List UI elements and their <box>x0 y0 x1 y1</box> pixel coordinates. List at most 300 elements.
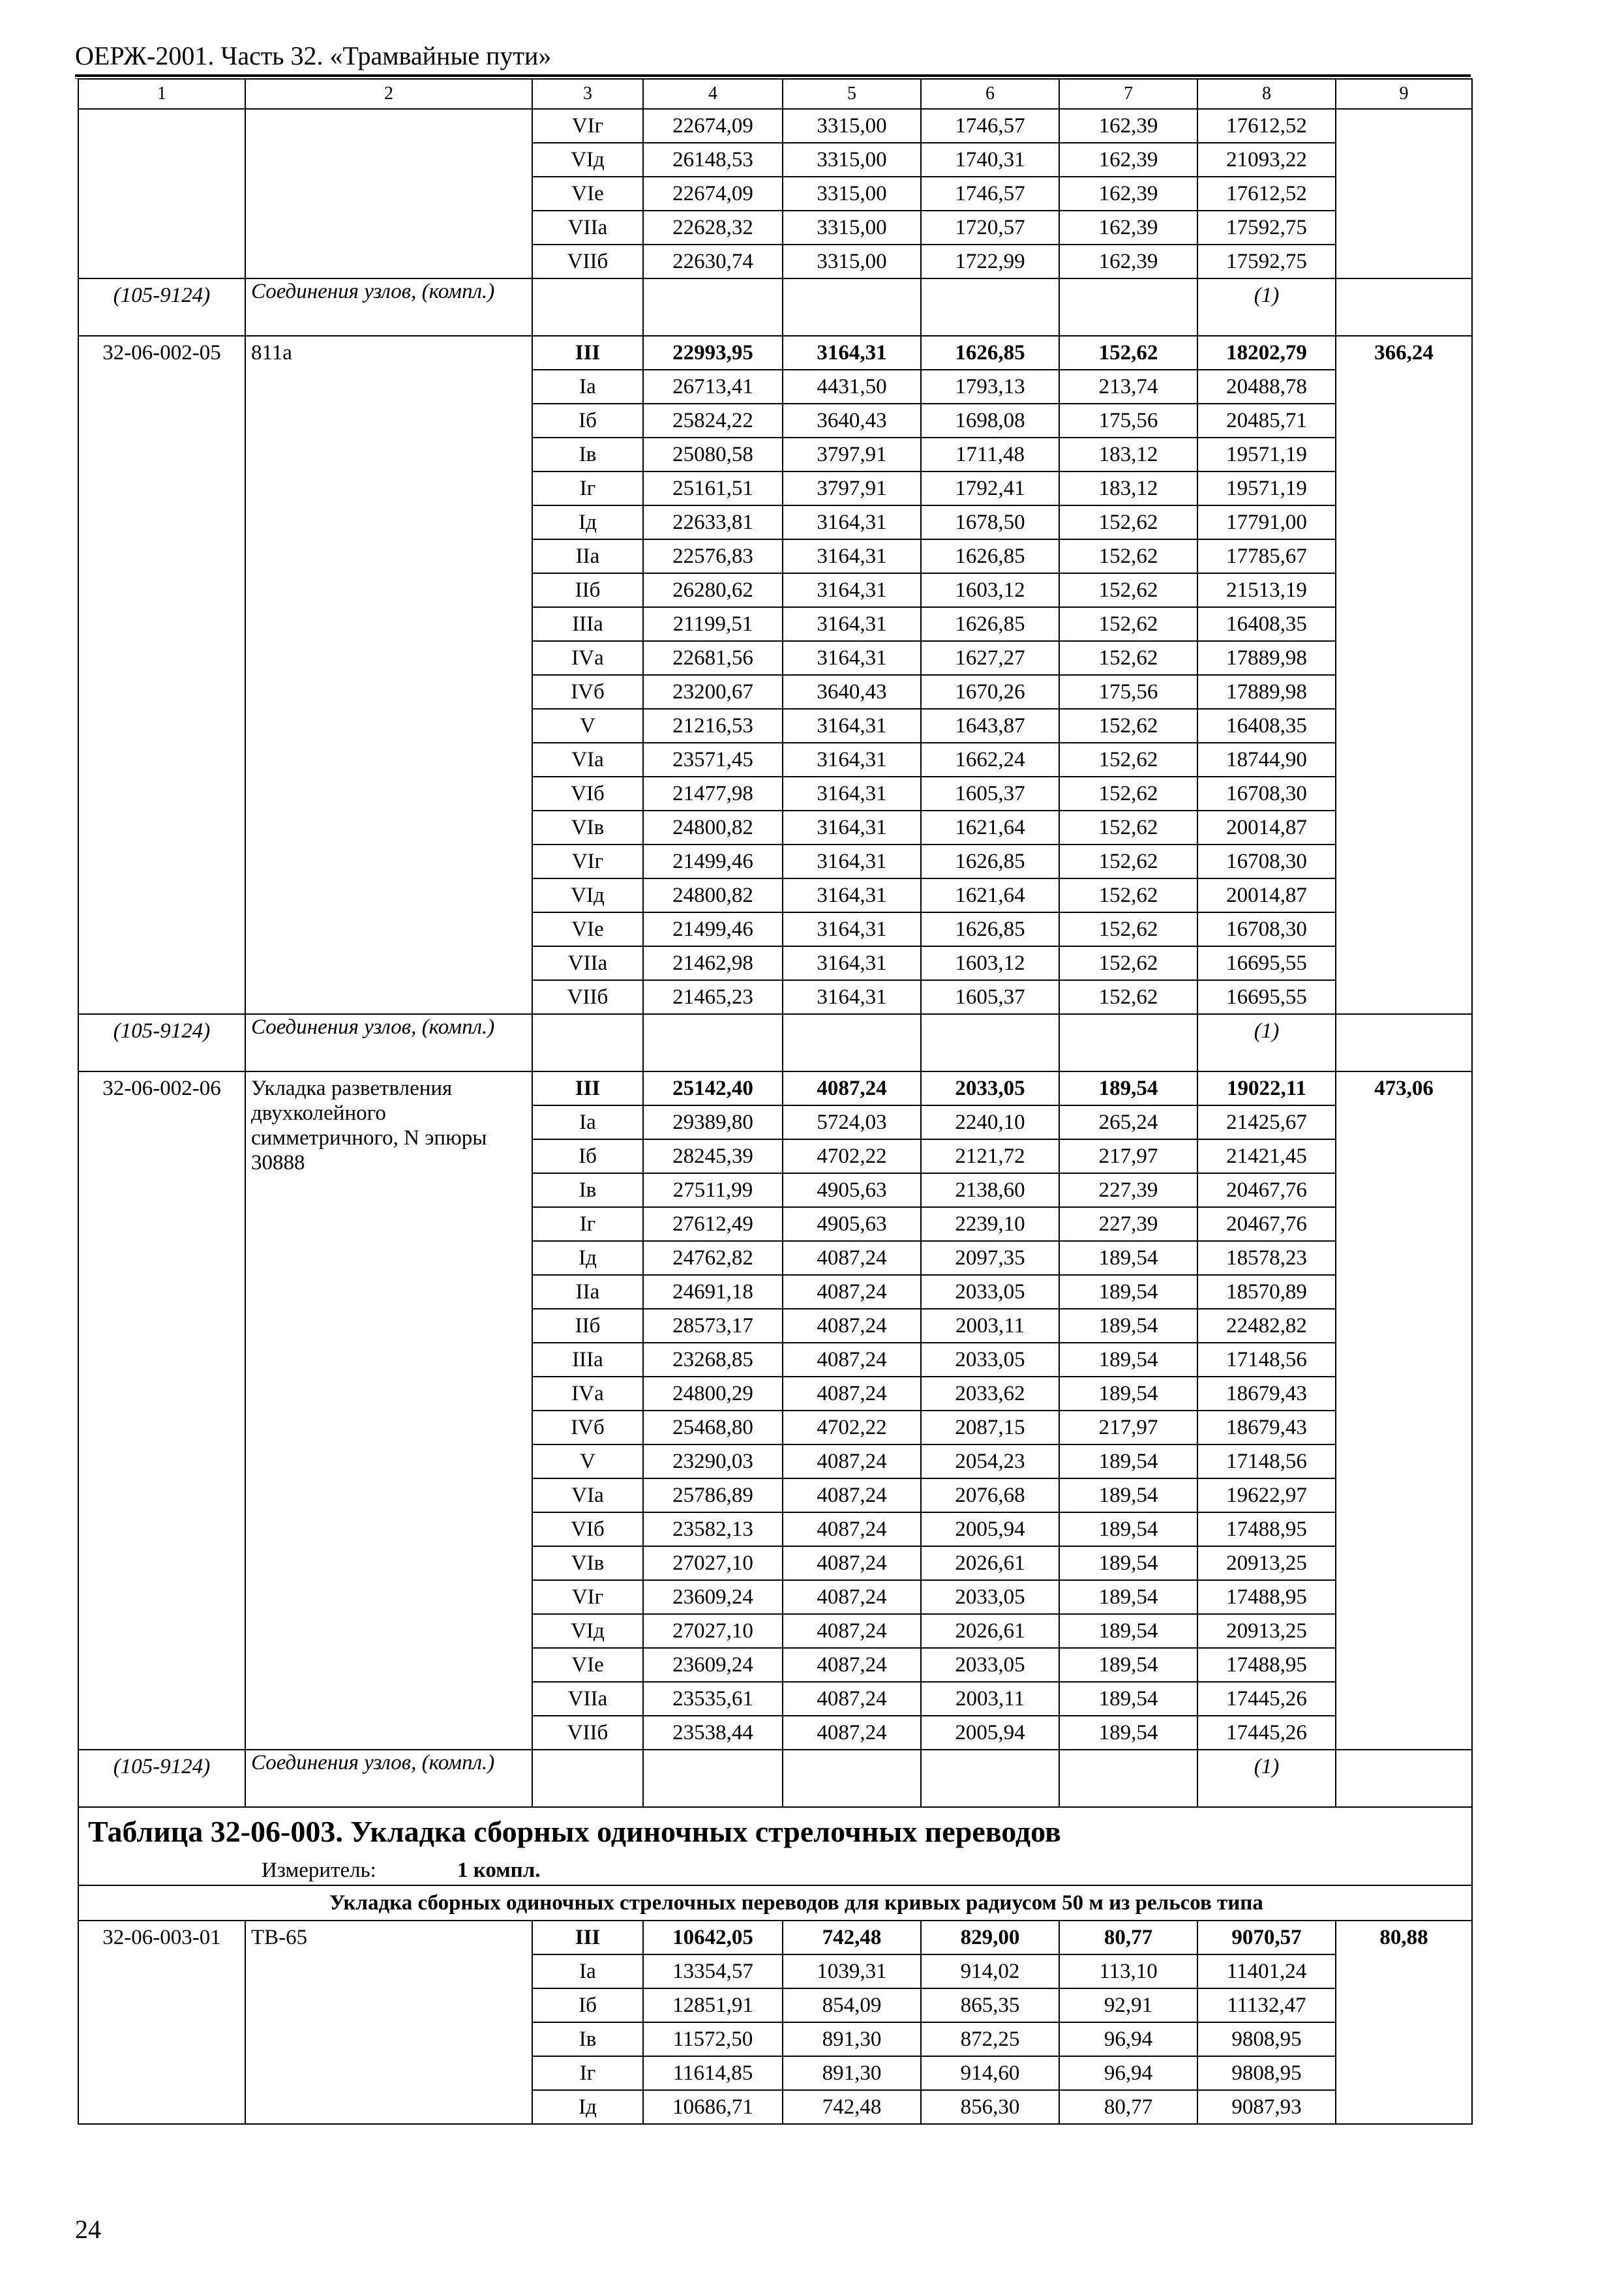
row-variant: Iд <box>532 1241 643 1275</box>
row-variant: IIб <box>532 573 643 607</box>
row-variant: IVа <box>532 1377 643 1411</box>
row-value: 16708,30 <box>1197 777 1336 811</box>
row-value: 2076,68 <box>921 1478 1059 1512</box>
row-variant: VIд <box>532 1614 643 1648</box>
row-value: 152,62 <box>1059 539 1197 573</box>
empty-cell <box>643 278 783 336</box>
row-value: 24691,18 <box>643 1275 783 1309</box>
row-value: 20913,25 <box>1197 1546 1336 1580</box>
row-value: 18570,89 <box>1197 1275 1336 1309</box>
row-value: 4087,24 <box>783 1241 921 1275</box>
group-main-row <box>78 1921 1472 1954</box>
row-value: 2005,94 <box>921 1512 1059 1546</box>
connection-label-cell <box>245 1014 532 1071</box>
row-variant: VIб <box>532 777 643 811</box>
row-value: 189,54 <box>1059 1682 1197 1716</box>
page-header-title: ОЕРЖ-2001. Часть 32. «Трамвайные пути» <box>75 41 552 70</box>
empty-cell <box>1059 1750 1197 1807</box>
meter-cell <box>78 1856 1472 1885</box>
row-value: 2033,05 <box>921 1580 1059 1614</box>
row-value: 1605,37 <box>921 777 1059 811</box>
row-value: 152,62 <box>1059 336 1197 370</box>
row-variant: VIв <box>532 1546 643 1580</box>
row-value: 23268,85 <box>643 1343 783 1377</box>
row-variant: IIб <box>532 1309 643 1343</box>
row-value: 80,77 <box>1059 1921 1197 1954</box>
row-value: 3315,00 <box>783 109 921 143</box>
row-value: 21421,45 <box>1197 1139 1336 1173</box>
row-value: 3164,31 <box>783 336 921 370</box>
row-value: 213,74 <box>1059 370 1197 404</box>
row-value: 1740,31 <box>921 143 1059 177</box>
row-value: 162,39 <box>1059 177 1197 211</box>
row-variant: VIе <box>532 912 643 946</box>
row-value: 16708,30 <box>1197 912 1336 946</box>
row-value: 2003,11 <box>921 1682 1059 1716</box>
row-variant: III <box>532 1071 643 1105</box>
row-value: 16695,55 <box>1197 980 1336 1014</box>
row-value: 17148,56 <box>1197 1444 1336 1478</box>
row-value: 16708,30 <box>1197 845 1336 878</box>
row-variant: VIг <box>532 845 643 878</box>
row-value: 12851,91 <box>643 1988 783 2022</box>
row-variant: IIIа <box>532 1343 643 1377</box>
row-value: 2054,23 <box>921 1444 1059 1478</box>
row-value: 16408,35 <box>1197 709 1336 743</box>
row-value: 3315,00 <box>783 177 921 211</box>
group-code: 32-06-002-05 <box>78 336 245 1014</box>
row-value: 21199,51 <box>643 607 783 641</box>
row-variant: IVб <box>532 675 643 709</box>
group-name: ТВ-65 <box>251 1926 308 1949</box>
row-value: 914,02 <box>921 1954 1059 1988</box>
row-value: 3164,31 <box>783 539 921 573</box>
row-value: 5724,03 <box>783 1105 921 1139</box>
row-value: 162,39 <box>1059 109 1197 143</box>
row-value: 4905,63 <box>783 1173 921 1207</box>
row-value: 17488,95 <box>1197 1580 1336 1614</box>
row-variant: Iд <box>532 505 643 539</box>
row-value: 20488,78 <box>1197 370 1336 404</box>
header-rule <box>75 74 1471 77</box>
row-value: 189,54 <box>1059 1648 1197 1682</box>
row-value: 1711,48 <box>921 438 1059 471</box>
row-value: 19622,97 <box>1197 1478 1336 1512</box>
row-value: 19571,19 <box>1197 471 1336 505</box>
row-value: 189,54 <box>1059 1309 1197 1343</box>
connection-label-cell <box>245 278 532 336</box>
row-value: 29389,80 <box>643 1105 783 1139</box>
row-value: 21216,53 <box>643 709 783 743</box>
column-number-row <box>78 79 1472 109</box>
row-variant: Iв <box>532 1173 643 1207</box>
empty-cell <box>921 278 1059 336</box>
subheading-row <box>78 1885 1472 1921</box>
row-variant: VIе <box>532 1648 643 1682</box>
empty-cell <box>532 1014 643 1071</box>
empty-cell <box>1336 109 1472 278</box>
row-variant: IVа <box>532 641 643 675</box>
row-value: 1621,64 <box>921 878 1059 912</box>
row-value: 28245,39 <box>643 1139 783 1173</box>
row-value: 27511,99 <box>643 1173 783 1207</box>
row-value: 3164,31 <box>783 573 921 607</box>
row-value: 21462,98 <box>643 946 783 980</box>
row-value: 2005,94 <box>921 1716 1059 1750</box>
connection-unit: (1) <box>1197 278 1336 336</box>
empty-cell <box>1336 278 1472 336</box>
row-value: 2033,05 <box>921 1343 1059 1377</box>
row-value: 26148,53 <box>643 143 783 177</box>
row-value: 22681,56 <box>643 641 783 675</box>
row-value: 189,54 <box>1059 1071 1197 1105</box>
row-value: 17889,98 <box>1197 641 1336 675</box>
row-value: 17445,26 <box>1197 1682 1336 1716</box>
row-value: 152,62 <box>1059 505 1197 539</box>
column-number: 4 <box>643 79 783 109</box>
empty-cell <box>1059 1014 1197 1071</box>
row-value: 189,54 <box>1059 1580 1197 1614</box>
row-value: 227,39 <box>1059 1173 1197 1207</box>
row-variant: VIа <box>532 1478 643 1512</box>
row-value: 152,62 <box>1059 811 1197 845</box>
empty-cell <box>643 1014 783 1071</box>
row-value: 3164,31 <box>783 505 921 539</box>
row-value: 3164,31 <box>783 878 921 912</box>
row-value: 26713,41 <box>643 370 783 404</box>
row-variant: Iг <box>532 471 643 505</box>
row-value: 189,54 <box>1059 1275 1197 1309</box>
row-value: 21499,46 <box>643 845 783 878</box>
row-value: 23609,24 <box>643 1580 783 1614</box>
row-value: 3164,31 <box>783 607 921 641</box>
row-value: 891,30 <box>783 2056 921 2090</box>
row-value: 3315,00 <box>783 143 921 177</box>
row-value: 891,30 <box>783 2022 921 2056</box>
row-value: 17785,67 <box>1197 539 1336 573</box>
row-variant: VIе <box>532 177 643 211</box>
row-value: 96,94 <box>1059 2022 1197 2056</box>
group-code: 32-06-002-06 <box>78 1071 245 1750</box>
row-value: 1720,57 <box>921 211 1059 245</box>
row-value: 92,91 <box>1059 1988 1197 2022</box>
row-value: 22576,83 <box>643 539 783 573</box>
row-value: 1605,37 <box>921 980 1059 1014</box>
row-value: 3797,91 <box>783 471 921 505</box>
row-value: 22674,09 <box>643 109 783 143</box>
row-value: 152,62 <box>1059 912 1197 946</box>
row-value: 2026,61 <box>921 1614 1059 1648</box>
row-value: 4905,63 <box>783 1207 921 1241</box>
row-value: 854,09 <box>783 1988 921 2022</box>
row-value: 189,54 <box>1059 1546 1197 1580</box>
row-value: 17612,52 <box>1197 177 1336 211</box>
row-value: 1626,85 <box>921 845 1059 878</box>
row-value: 4087,24 <box>783 1343 921 1377</box>
row-value: 1626,85 <box>921 912 1059 946</box>
row-value: 189,54 <box>1059 1716 1197 1750</box>
row-value: 23582,13 <box>643 1512 783 1546</box>
row-value: 25080,58 <box>643 438 783 471</box>
row-value: 3640,43 <box>783 675 921 709</box>
row-value: 189,54 <box>1059 1478 1197 1512</box>
row-value: 25142,40 <box>643 1071 783 1105</box>
row-value: 152,62 <box>1059 878 1197 912</box>
row-value: 742,48 <box>783 1921 921 1954</box>
connection-code: (105-9124) <box>78 278 245 336</box>
row-value: 183,12 <box>1059 471 1197 505</box>
row-value: 80,77 <box>1059 2090 1197 2124</box>
row-variant: III <box>532 1921 643 1954</box>
group-total: 80,88 <box>1336 1921 1472 2124</box>
row-value: 24800,82 <box>643 878 783 912</box>
column-number: 2 <box>245 79 532 109</box>
row-variant: Iг <box>532 1207 643 1241</box>
row-value: 3164,31 <box>783 641 921 675</box>
empty-cell <box>1059 278 1197 336</box>
row-value: 1626,85 <box>921 607 1059 641</box>
row-value: 217,97 <box>1059 1411 1197 1444</box>
empty-cell <box>921 1014 1059 1071</box>
row-value: 3164,31 <box>783 845 921 878</box>
row-variant: Iа <box>532 370 643 404</box>
empty-cell <box>1336 1014 1472 1071</box>
row-value: 2239,10 <box>921 1207 1059 1241</box>
row-variant: VIд <box>532 878 643 912</box>
row-value: 4087,24 <box>783 1071 921 1105</box>
row-value: 11614,85 <box>643 2056 783 2090</box>
row-value: 11132,47 <box>1197 1988 1336 2022</box>
row-value: 9808,95 <box>1197 2056 1336 2090</box>
row-value: 17889,98 <box>1197 675 1336 709</box>
column-number: 8 <box>1197 79 1336 109</box>
connection-unit: (1) <box>1197 1014 1336 1071</box>
row-value: 17592,75 <box>1197 245 1336 278</box>
row-variant: V <box>532 709 643 743</box>
row-value: 1621,64 <box>921 811 1059 845</box>
row-value: 1626,85 <box>921 539 1059 573</box>
row-value: 1722,99 <box>921 245 1059 278</box>
group-main-row <box>78 336 1472 370</box>
row-value: 4087,24 <box>783 1444 921 1478</box>
column-number: 3 <box>532 79 643 109</box>
connection-row <box>78 1014 1472 1071</box>
row-value: 17791,00 <box>1197 505 1336 539</box>
row-value: 872,25 <box>921 2022 1059 2056</box>
row-value: 19022,11 <box>1197 1071 1336 1105</box>
row-value: 24800,29 <box>643 1377 783 1411</box>
row-value: 21465,23 <box>643 980 783 1014</box>
connection-row <box>78 1750 1472 1807</box>
meter-row <box>78 1856 1472 1885</box>
row-variant: VIIб <box>532 245 643 278</box>
row-variant: Iв <box>532 438 643 471</box>
row-value: 152,62 <box>1059 709 1197 743</box>
table-row <box>78 109 1472 143</box>
empty-cell <box>783 278 921 336</box>
group-name-cell <box>245 336 532 1014</box>
row-value: 16408,35 <box>1197 607 1336 641</box>
row-value: 3315,00 <box>783 245 921 278</box>
row-value: 24800,82 <box>643 811 783 845</box>
row-value: 4087,24 <box>783 1648 921 1682</box>
connection-label: Соединения узлов, (компл.) <box>251 280 495 303</box>
connection-code: (105-9124) <box>78 1750 245 1807</box>
row-value: 175,56 <box>1059 675 1197 709</box>
row-value: 3164,31 <box>783 811 921 845</box>
row-value: 4087,24 <box>783 1716 921 1750</box>
row-value: 23535,61 <box>643 1682 783 1716</box>
row-value: 227,39 <box>1059 1207 1197 1241</box>
group-code: 32-06-003-01 <box>78 1921 245 2124</box>
row-value: 742,48 <box>783 2090 921 2124</box>
row-variant: VIIб <box>532 1716 643 1750</box>
row-value: 1039,31 <box>783 1954 921 1988</box>
row-variant: VIIб <box>532 980 643 1014</box>
row-variant: VIIа <box>532 1682 643 1716</box>
row-value: 23571,45 <box>643 743 783 777</box>
empty-cell <box>532 278 643 336</box>
row-value: 217,97 <box>1059 1139 1197 1173</box>
row-value: 1678,50 <box>921 505 1059 539</box>
row-value: 189,54 <box>1059 1614 1197 1648</box>
row-value: 4702,22 <box>783 1411 921 1444</box>
row-value: 152,62 <box>1059 573 1197 607</box>
row-value: 21477,98 <box>643 777 783 811</box>
row-value: 22674,09 <box>643 177 783 211</box>
row-value: 23538,44 <box>643 1716 783 1750</box>
row-value: 183,12 <box>1059 438 1197 471</box>
row-variant: Iа <box>532 1954 643 1988</box>
group-name: Укладка разветвления двухколейного симметричного, N эпюры 30888 <box>251 1077 487 1174</box>
row-value: 2121,72 <box>921 1139 1059 1173</box>
row-variant: VIIа <box>532 211 643 245</box>
row-value: 27027,10 <box>643 1614 783 1648</box>
row-value: 16695,55 <box>1197 946 1336 980</box>
row-variant: IIа <box>532 1275 643 1309</box>
row-value: 162,39 <box>1059 211 1197 245</box>
row-value: 1793,13 <box>921 370 1059 404</box>
row-variant: III <box>532 336 643 370</box>
row-variant: V <box>532 1444 643 1478</box>
row-value: 27612,49 <box>643 1207 783 1241</box>
subheading: Укладка сборных одиночных стрелочных переводов для кривых радиусом 50 м из рельсов типа <box>78 1885 1472 1921</box>
row-value: 865,35 <box>921 1988 1059 2022</box>
row-value: 2026,61 <box>921 1546 1059 1580</box>
row-value: 18202,79 <box>1197 336 1336 370</box>
row-value: 21513,19 <box>1197 573 1336 607</box>
row-value: 20485,71 <box>1197 404 1336 438</box>
row-value: 189,54 <box>1059 1241 1197 1275</box>
row-value: 1627,27 <box>921 641 1059 675</box>
row-value: 3164,31 <box>783 777 921 811</box>
group-code-cell <box>78 109 245 278</box>
row-value: 22628,32 <box>643 211 783 245</box>
row-value: 13354,57 <box>643 1954 783 1988</box>
row-value: 17612,52 <box>1197 109 1336 143</box>
row-value: 1626,85 <box>921 336 1059 370</box>
row-value: 152,62 <box>1059 980 1197 1014</box>
row-variant: VIг <box>532 109 643 143</box>
column-number: 9 <box>1336 79 1472 109</box>
row-variant: VIг <box>532 1580 643 1614</box>
row-value: 17592,75 <box>1197 211 1336 245</box>
row-value: 1698,08 <box>921 404 1059 438</box>
meter-value: 1 компл. <box>457 1859 541 1882</box>
row-value: 22993,95 <box>643 336 783 370</box>
table-title-row <box>78 1807 1472 1856</box>
row-value: 18744,90 <box>1197 743 1336 777</box>
row-value: 21425,67 <box>1197 1105 1336 1139</box>
row-value: 23290,03 <box>643 1444 783 1478</box>
meter-label: Измеритель: <box>262 1859 376 1882</box>
connection-label-cell <box>245 1750 532 1807</box>
row-value: 24762,82 <box>643 1241 783 1275</box>
row-value: 2097,35 <box>921 1241 1059 1275</box>
row-variant: Iб <box>532 404 643 438</box>
group-total: 473,06 <box>1336 1071 1472 1750</box>
table-title: Таблица 32-06-003. Укладка сборных одиночных стрелочных переводов <box>78 1807 1472 1856</box>
row-value: 4431,50 <box>783 370 921 404</box>
row-value: 19571,19 <box>1197 438 1336 471</box>
row-value: 4087,24 <box>783 1682 921 1716</box>
row-value: 3164,31 <box>783 709 921 743</box>
row-value: 4087,24 <box>783 1275 921 1309</box>
row-variant: VIа <box>532 743 643 777</box>
page-number: 24 <box>75 2215 101 2244</box>
row-value: 3315,00 <box>783 211 921 245</box>
row-value: 3164,31 <box>783 980 921 1014</box>
row-value: 189,54 <box>1059 1444 1197 1478</box>
row-value: 152,62 <box>1059 607 1197 641</box>
row-variant: Iд <box>532 2090 643 2124</box>
row-value: 829,00 <box>921 1921 1059 1954</box>
row-value: 1792,41 <box>921 471 1059 505</box>
row-value: 152,62 <box>1059 777 1197 811</box>
column-number: 5 <box>783 79 921 109</box>
group-total: 366,24 <box>1336 336 1472 1014</box>
row-value: 20467,76 <box>1197 1207 1336 1241</box>
row-variant: Iб <box>532 1988 643 2022</box>
group-name-cell <box>245 109 532 278</box>
row-value: 4702,22 <box>783 1139 921 1173</box>
row-value: 22482,82 <box>1197 1309 1336 1343</box>
row-value: 18578,23 <box>1197 1241 1336 1275</box>
row-value: 4087,24 <box>783 1546 921 1580</box>
row-value: 162,39 <box>1059 143 1197 177</box>
row-value: 9070,57 <box>1197 1921 1336 1954</box>
row-value: 2033,62 <box>921 1377 1059 1411</box>
row-value: 20014,87 <box>1197 811 1336 845</box>
empty-cell <box>532 1750 643 1807</box>
row-value: 2003,11 <box>921 1309 1059 1343</box>
row-value: 3164,31 <box>783 743 921 777</box>
empty-cell <box>783 1014 921 1071</box>
row-variant: IIIа <box>532 607 643 641</box>
row-value: 189,54 <box>1059 1377 1197 1411</box>
row-variant: Iг <box>532 2056 643 2090</box>
row-variant: VIб <box>532 1512 643 1546</box>
connection-label: Соединения узлов, (компл.) <box>251 1751 495 1774</box>
row-variant: VIIа <box>532 946 643 980</box>
row-value: 25468,80 <box>643 1411 783 1444</box>
column-number: 1 <box>78 79 245 109</box>
row-value: 2087,15 <box>921 1411 1059 1444</box>
row-value: 3164,31 <box>783 912 921 946</box>
empty-cell <box>921 1750 1059 1807</box>
row-value: 2033,05 <box>921 1071 1059 1105</box>
row-value: 17488,95 <box>1197 1648 1336 1682</box>
